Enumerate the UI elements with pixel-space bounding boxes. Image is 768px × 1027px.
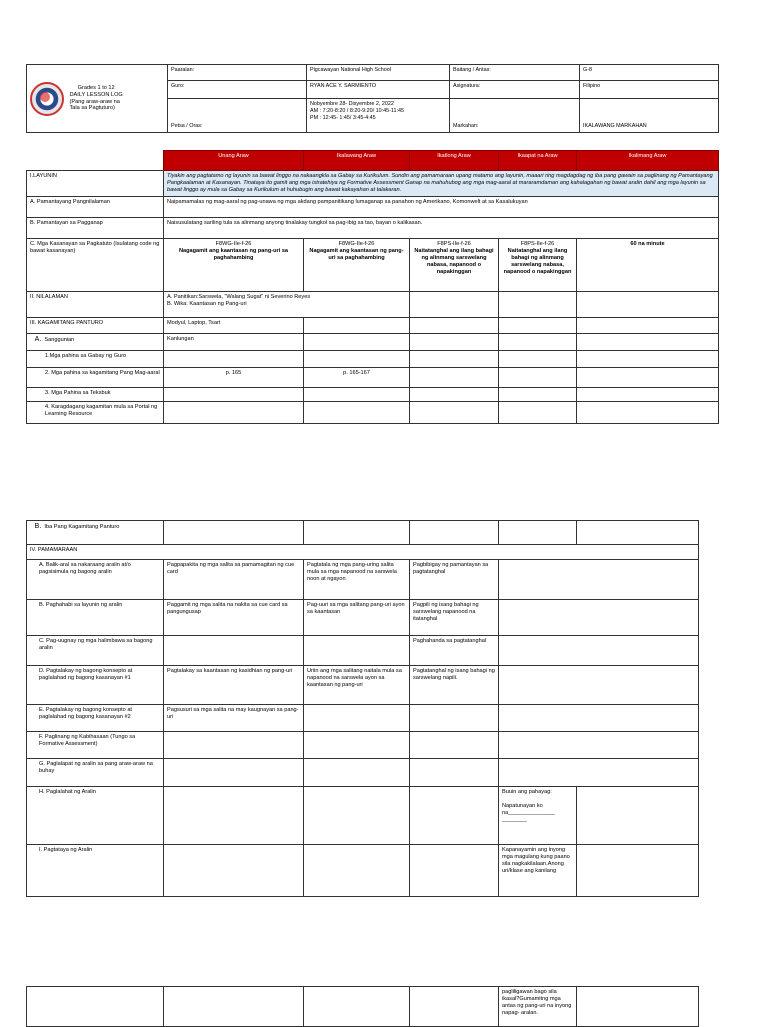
cont-day5 xyxy=(577,987,699,1027)
row-a-day1: Pagpapakita ng mga salita sa pamamagitan ng cue card xyxy=(164,560,304,600)
header-table xyxy=(26,64,719,133)
row-a-day2: Pagtatala ng mga pang-uring salita mula sa mga napanood na sarswela noon at ngayon xyxy=(304,560,410,600)
sanggunian-day5 xyxy=(577,334,719,351)
row-b-day3: Pagpili ng isang bahagi ng sarswelang napanood na itatanghal xyxy=(410,600,499,636)
table-row xyxy=(27,759,699,787)
row-h-day3 xyxy=(410,787,499,845)
pamantayang-pangnilalaman-text: Naipamamalas ng mag-aaral ng pag-unawa ng mga akdang pampanitikang lumaganap sa panahon ng Amerikano, Komonwelt at sa Kasalukuyan xyxy=(164,197,719,218)
cont-day4: pagliligawan bago sila ikasal?Gumamitng mga antas ng pang-uri na inyong napag- aralan. xyxy=(499,987,577,1027)
table-row xyxy=(27,787,699,845)
row-g-day4 xyxy=(499,759,699,787)
asignatura-label: Asignatura: xyxy=(450,81,580,99)
nilalaman-day3 xyxy=(410,292,499,318)
table-row xyxy=(27,845,699,897)
pang-mag-aaral-day1: p. 165 xyxy=(164,368,304,388)
kasanayan-day3: F8PS-IIe-f-26 Naitatanghal ang ilang bahagi ng alinmang sarswelang nabasa, napanood o napakinggan xyxy=(410,239,499,292)
kagamitan-heading: III. KAGAMITANG PANTURO xyxy=(27,318,164,334)
gabay-guro-day2 xyxy=(304,351,410,368)
markahan-value: IKALAWANG MARKAHAN xyxy=(580,99,719,133)
kasanayan-day1: F8WG-IIe-f-26 Nagagamit ang kaantasan ng pang-uri sa paghahambing xyxy=(164,239,304,292)
guro-value: RYAN ACE Y. SARMIENTO xyxy=(307,81,450,99)
sanggunian-day4 xyxy=(499,334,577,351)
row-e-day3 xyxy=(410,705,499,732)
gabay-guro-day4 xyxy=(499,351,577,368)
row-i-day4: Kapanayamin ang inyong mga magulang kung paano sila nagkakilalaan.Anong uri/klase ang kanilang xyxy=(499,845,577,897)
row-g-label: G. Paglalapat ng aralin sa pang araw-araw na buhay xyxy=(27,759,164,787)
kagamitan-day4 xyxy=(499,318,577,334)
row-f-label: F. Paglinang ng Kabihasaan (Tungo sa Formative Assessment) xyxy=(27,732,164,759)
learning-resource-day1 xyxy=(164,402,304,424)
row-c-day1 xyxy=(164,636,304,666)
row-d-day3: Pagtatanghal ng isang bahagi ng sarswelang napili. xyxy=(410,666,499,705)
row-c-label: C. Pag-uugnay ng mga halimbawa sa bagong aralin xyxy=(27,636,164,666)
learning-resource-day2 xyxy=(304,402,410,424)
nilalaman-text: A. Panitikan:Sarswela, “Walang Sugat” ni Severino Reyes B. Wika: Kaantasan ng Pang-uri xyxy=(164,292,410,318)
row-h-day5 xyxy=(577,787,699,845)
row-e-day2 xyxy=(304,705,410,732)
guro-label: Guro: xyxy=(168,81,307,99)
row-g-day2 xyxy=(304,759,410,787)
kasanayan-day2: F8WG-IIe-f-26 Nagagamit ang kaantasan ng pang-uri sa paghahambing xyxy=(304,239,410,292)
iba-pang-kagamitan-label: B. Iba Pang Kagamitang Panturo xyxy=(27,521,164,545)
pamamaraan-heading: IV. PAMAMARAAN xyxy=(27,545,699,560)
pamamaraan-table xyxy=(26,520,699,897)
paaralan-label: Paaralan: xyxy=(168,65,307,81)
row-g-day1 xyxy=(164,759,304,787)
logo-text: Grades 1 to 12 DAILY LESSON LOG (Pang araw-araw na Tala sa Pagtuturo) xyxy=(69,85,123,112)
iba-pang-kagamitan-day5 xyxy=(577,521,699,545)
pang-mag-aaral-day2: p. 165-167 xyxy=(304,368,410,388)
layunin-heading: I.LAYUNIN xyxy=(27,171,164,197)
layunin-text: Tiyakin ang pagtatamo ng layunin sa bawat linggo na nakaangkla sa Gabay sa Kurikulum. Sundin ang pamamaraan upang matamo ang layunin, maaari ring magdagdag ng iba pang gawain sa paglinang ng Pamantayang Pangkaalaman at Kasanayan. Tinataya ito gamit ang mga istratehiya ng Formative Assessment Ganap na mahuhubog ang mga mag-aaral at mararamdaman ang kahalagahan ng bawat aralin dahil ang mga layunin sa bawat linggo ay mula sa Gabay sa Kurikulum at huhubugin ang bawat kakayahan at talakaran. xyxy=(164,171,719,197)
row-i-label: I. Pagtataya ng Aralin xyxy=(27,845,164,897)
pamantayan-pagganap-text: Naisusulatang sariling tula sa alinmang anyong tinalakay tungkol sa pag-ibig sa tao, bayan o kalikasan. xyxy=(164,218,719,239)
row-h-day4: Buuin ang pahayag: Napatunayan ko na_______________ ________ xyxy=(499,787,577,845)
learning-resource-day4 xyxy=(499,402,577,424)
row-a-day4 xyxy=(499,560,699,600)
kasanayan-day5: 60 na minute xyxy=(577,239,719,292)
row-d-label: D. Pagtalakay ng bagong konsepto at paglalahad ng bagong kasanayan #1 xyxy=(27,666,164,705)
day-4-header: Ikaapat na Araw xyxy=(499,151,577,171)
row-d-day4 xyxy=(499,666,699,705)
baitang-value: G-8 xyxy=(580,65,719,81)
paaralan-value: Pigcawayan National High School xyxy=(307,65,450,81)
petsa-value: Nobyembre 28- Disyembre 2, 2022 AM : 7:20-8:20 / 8:20-9:20/ 10:45-11:45 PM : 12:45- 1:45/ 3:45-4:45 xyxy=(307,99,450,133)
teksbuk-label: 3. Mga Pahina sa Teksbuk xyxy=(27,388,164,402)
table-row xyxy=(27,666,699,705)
learning-resource-day3 xyxy=(410,402,499,424)
row-b-day1: Paggamit ng mga salita na nakita sa cue card sa pangungusap xyxy=(164,600,304,636)
row-f-day4 xyxy=(499,732,699,759)
kagamitan-day3 xyxy=(410,318,499,334)
kasanayan-day4: F8PS-IIe-f-26 Naitatanghal ang ilang bahagi ng alinmang sarswelang nabasa, napanood o napakinggan xyxy=(499,239,577,292)
day-3-header: Ikatlong Araw xyxy=(410,151,499,171)
iba-pang-kagamitan-day2 xyxy=(304,521,410,545)
nilalaman-heading: II. NILALAMAN xyxy=(27,292,164,318)
teksbuk-day1 xyxy=(164,388,304,402)
iba-pang-kagamitan-day4 xyxy=(499,521,577,545)
pamantayang-pangnilalaman-label: A. Pamantayang Pangnilalaman xyxy=(27,197,164,218)
sanggunian-day1: Kanlungan xyxy=(164,334,304,351)
row-d-day2: Uriin ang mga salitang naitala mula sa napanood na sarswela ayon sa kaantasan ng pang-uri xyxy=(304,666,410,705)
blank-corner xyxy=(27,151,164,171)
sanggunian-label: A. Sanggunian xyxy=(27,334,164,351)
pamantayan-pagganap-label: B. Pamantayan sa Pagganap xyxy=(27,218,164,239)
cont-label xyxy=(27,987,164,1027)
lesson-table xyxy=(26,150,719,424)
table-row xyxy=(27,987,699,1027)
row-b-day4 xyxy=(499,600,699,636)
iba-pang-kagamitan-day3 xyxy=(410,521,499,545)
row-h-day2 xyxy=(304,787,410,845)
markahan-label: Markahan: xyxy=(450,99,580,133)
nilalaman-day4 xyxy=(499,292,577,318)
continuation-table xyxy=(26,986,699,1027)
teksbuk-day3 xyxy=(410,388,499,402)
row-f-day3 xyxy=(410,732,499,759)
school-seal-icon xyxy=(30,82,64,116)
kagamitan-day1: Modyul, Laptop, Tsart xyxy=(164,318,304,334)
row-e-label: E. Pagtalakay ng bagong konsepto at paglalahad ng bagong kasanayan #2 xyxy=(27,705,164,732)
kasanayan-label: C. Mga Kasanayan sa Pagkatuto (Isulatang code ng bawat kasanayan) xyxy=(27,239,164,292)
pang-mag-aaral-day3 xyxy=(410,368,499,388)
table-row xyxy=(27,560,699,600)
row-a-day3: Pagbibigay ng pamantayan sa pagtatanghal xyxy=(410,560,499,600)
kagamitan-day2 xyxy=(304,318,410,334)
table-row xyxy=(27,705,699,732)
row-c-day3: Paghahanda sa pagtatanghal xyxy=(410,636,499,666)
row-b-label: B. Paghahabi sa layunin ng aralin xyxy=(27,600,164,636)
gabay-guro-label: 1.Mga pahina sa Gabay ng Guro xyxy=(27,351,164,368)
row-h-day1 xyxy=(164,787,304,845)
day-2-header: Ikalawang Araw xyxy=(304,151,410,171)
kagamitan-day5 xyxy=(577,318,719,334)
pang-mag-aaral-label: 2. Mga pahina sa kagamitang Pang Mag-aaral xyxy=(27,368,164,388)
gabay-guro-day1 xyxy=(164,351,304,368)
day-1-header: Unang Araw xyxy=(164,151,304,171)
row-f-day1 xyxy=(164,732,304,759)
row-i-day1 xyxy=(164,845,304,897)
teksbuk-day4 xyxy=(499,388,577,402)
table-row xyxy=(27,732,699,759)
learning-resource-label: 4. Karagdagang kagamitan mula sa Portal ng Learning Resource xyxy=(27,402,164,424)
gabay-guro-day3 xyxy=(410,351,499,368)
pang-mag-aaral-day4 xyxy=(499,368,577,388)
row-a-label: A. Balik-aral sa nakaraang aralin at/o pagsisimula ng bagong aralin xyxy=(27,560,164,600)
table-row xyxy=(27,600,699,636)
petsa-label: Petsa / Oras: xyxy=(168,99,307,133)
logo-cell xyxy=(27,65,168,133)
sanggunian-day2 xyxy=(304,334,410,351)
row-i-day5 xyxy=(577,845,699,897)
row-d-day1: Pagtalakay sa kaantasan ng kasidhian ng pang-uri xyxy=(164,666,304,705)
pang-mag-aaral-day5 xyxy=(577,368,719,388)
gabay-guro-day5 xyxy=(577,351,719,368)
cont-day2 xyxy=(304,987,410,1027)
asignatura-value: Filipino xyxy=(580,81,719,99)
row-i-day2 xyxy=(304,845,410,897)
cont-day1 xyxy=(164,987,304,1027)
row-c-day4 xyxy=(499,636,699,666)
teksbuk-day2 xyxy=(304,388,410,402)
iba-pang-kagamitan-day1 xyxy=(164,521,304,545)
row-h-label: H. Paglalahat ng Aralin xyxy=(27,787,164,845)
teksbuk-day5 xyxy=(577,388,719,402)
row-e-day4 xyxy=(499,705,699,732)
nilalaman-day5 xyxy=(577,292,719,318)
cont-day3 xyxy=(410,987,499,1027)
row-g-day3 xyxy=(410,759,499,787)
row-f-day2 xyxy=(304,732,410,759)
learning-resource-day5 xyxy=(577,402,719,424)
baitang-label: Baitang / Antas: xyxy=(450,65,580,81)
table-row xyxy=(27,636,699,666)
row-e-day1: Pagsusuri sa mga salita na may kaugnayan sa pang-uri xyxy=(164,705,304,732)
row-i-day3 xyxy=(410,845,499,897)
sanggunian-day3 xyxy=(410,334,499,351)
row-b-day2: Pag-uuri sa mga salitang pang-uri ayon sa kaantasan xyxy=(304,600,410,636)
day-5-header: Ikalimang Araw xyxy=(577,151,719,171)
row-c-day2 xyxy=(304,636,410,666)
